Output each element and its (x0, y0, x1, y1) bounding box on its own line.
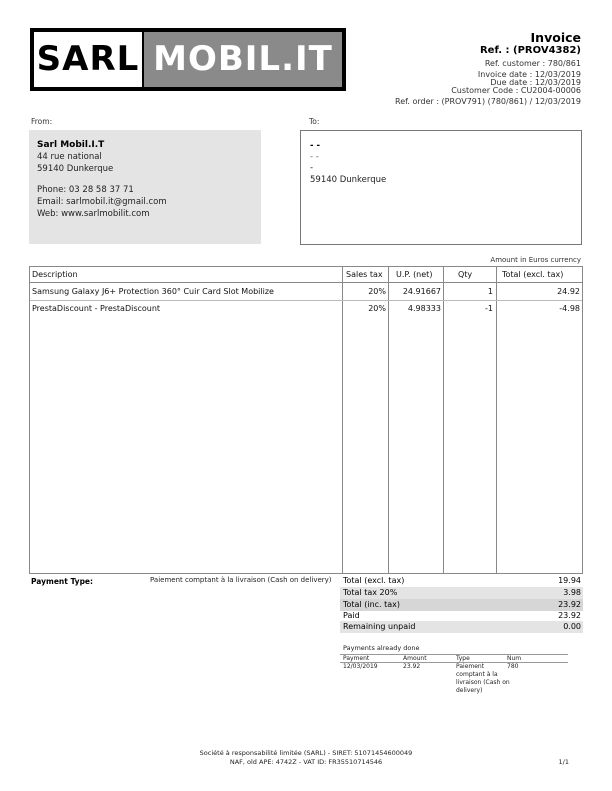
recipient-line2: - - (310, 152, 319, 162)
total-tax-value: 3.98 (563, 588, 581, 597)
col-sales-tax: Sales tax (346, 270, 383, 279)
footer-legal-line1: Société à responsabilité limitée (SARL) - SIRET: 51071454600049 (199, 749, 413, 757)
total-excl-tax-row (340, 575, 583, 587)
row2-up: 4.98333 (407, 304, 441, 313)
payment-date: 12/03/2019 (343, 663, 378, 670)
invoice-date: Invoice date : 12/03/2019 (477, 70, 581, 79)
payments-done-title: Payments already done (343, 644, 420, 652)
row1-tax: 20% (368, 287, 386, 296)
currency-note: Amount in Euros currency (490, 256, 581, 264)
row1-up: 24.91667 (402, 287, 441, 296)
sender-address1: 44 rue national (37, 152, 102, 162)
total-inc-tax-value: 23.92 (558, 600, 581, 609)
remaining-unpaid-value: 0.00 (563, 622, 581, 631)
col-unit-price: U.P. (net) (396, 270, 433, 279)
sender-phone: Phone: 03 28 58 37 71 (37, 185, 134, 195)
recipient-name: - - (310, 141, 321, 151)
payment-type-line3: livraison (Cash on (456, 679, 510, 686)
sender-name: Sarl Mobil.I.T (37, 140, 105, 150)
sender-box (29, 130, 261, 244)
payments-col-num: Num (507, 655, 522, 662)
total-inc-tax-label: Total (inc. tax) (343, 600, 401, 609)
payment-amount: 23.92 (403, 663, 421, 670)
invoice-title: Invoice (530, 30, 581, 45)
col-total: Total (excl. tax) (502, 270, 564, 279)
payment-type-label: Payment Type: (31, 577, 94, 586)
row1-description: Samsung Galaxy J6+ Protection 360° Cuir Card Slot Mobilize (32, 287, 274, 296)
sender-email: Email: sarlmobil.it@gmail.com (37, 197, 167, 207)
ref-order: Ref. order : (PROV791) (780/861) / 12/03/2019 (395, 97, 581, 106)
payments-table-top-rule (340, 654, 568, 655)
payment-num: 780 (507, 663, 519, 670)
row1-qty: 1 (487, 287, 493, 296)
total-tax-label: Total tax 20% (343, 588, 398, 597)
remaining-unpaid-label: Remaining unpaid (343, 622, 416, 631)
payments-col-amount: Amount (403, 655, 427, 662)
from-label: From: (31, 117, 53, 126)
page-number: 1/1 (558, 758, 569, 766)
row2-qty: -1 (485, 304, 493, 313)
col-qty: Qty (458, 270, 473, 279)
row2-description: PrestaDiscount - PrestaDiscount (32, 304, 161, 313)
payment-type-line4: delivery) (456, 687, 483, 694)
payment-type-line2: comptant à la (456, 671, 498, 678)
row2-tax: 20% (368, 304, 386, 313)
total-tax-row (340, 587, 583, 599)
logo-part-mobilit: MOBIL.IT (144, 32, 342, 87)
payment-type-value: Paiement comptant à la livraison (Cash on delivery) (150, 576, 332, 584)
total-excl-tax-value: 19.94 (558, 576, 581, 585)
payment-type-line1: Paiement (456, 663, 485, 670)
due-date: Due date : 12/03/2019 (490, 78, 581, 87)
logo-part-sarl: SARL (34, 32, 142, 87)
payments-col-type: Type (456, 655, 470, 662)
remaining-unpaid-row (340, 621, 583, 633)
recipient-city: 59140 Dunkerque (310, 175, 387, 185)
row1-total: 24.92 (557, 287, 580, 296)
sender-web: Web: www.sarlmobilit.com (37, 209, 150, 219)
sender-address2: 59140 Dunkerque (37, 164, 114, 174)
footer-legal-line2: NAF, old APE: 4742Z - VAT ID: FR35510714546 (229, 758, 383, 766)
invoice-items-table (29, 266, 583, 574)
col-description: Description (32, 270, 78, 279)
to-label: To: (309, 117, 320, 126)
paid-label: Paid (343, 611, 360, 620)
customer-code: Customer Code : CU2004-00006 (451, 86, 581, 95)
company-logo (30, 28, 346, 91)
total-excl-tax-label: Total (excl. tax) (343, 576, 405, 585)
recipient-box (300, 130, 582, 245)
payments-col-payment: Payment (343, 655, 370, 662)
paid-value: 23.92 (558, 611, 581, 620)
ref-customer: Ref. customer : 780/861 (484, 59, 581, 68)
invoice-ref: Ref. : (PROV4382) (479, 45, 581, 56)
recipient-line3: - (310, 163, 314, 173)
row2-total: -4.98 (559, 304, 580, 313)
